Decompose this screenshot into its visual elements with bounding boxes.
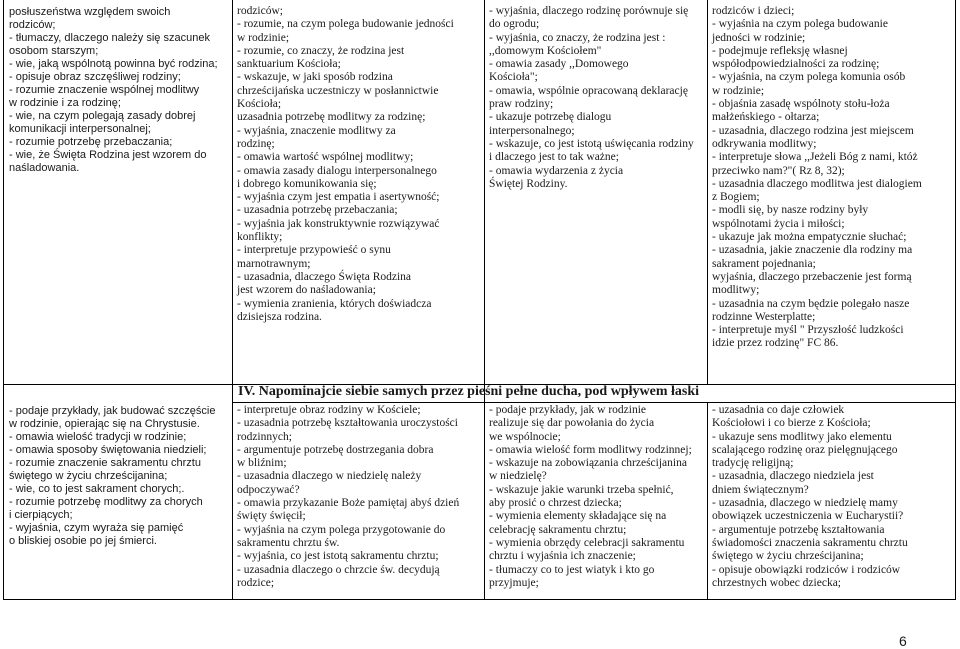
text-line: sakramentu chrztu św. bbox=[237, 536, 340, 549]
text-line: - wskazuje jakie warunki trzeba spełnić, bbox=[489, 483, 674, 496]
upper-col3-text bbox=[489, 5, 705, 191]
text-line: - wyjaśnia, czym wyraża się pamięć bbox=[9, 522, 184, 534]
text-line: Kościołowi i co bierze z Kościoła; bbox=[712, 417, 871, 430]
text-line: - wskazuje, w jaki sposób rodzina bbox=[237, 71, 393, 84]
lower-col4-text bbox=[712, 404, 954, 590]
text-line: - uzasadnia na czym będzie polegało nasze bbox=[712, 297, 910, 310]
text-line: - interpretuje słowa ,,Jeżeli Bóg z nami, któż bbox=[712, 151, 918, 164]
lower-col4-cell bbox=[712, 404, 954, 590]
section-title: IV. Napominajcie siebie samych przez pieśni pełne ducha, pod wpływem łaski bbox=[238, 384, 699, 399]
lower-col1-text bbox=[9, 405, 229, 548]
text-line: sakrament pojednania; bbox=[712, 257, 816, 270]
text-line: w niedzielę? bbox=[489, 470, 547, 483]
text-line: rodziców i dzieci; bbox=[712, 5, 795, 17]
text-line: - wyjaśnia, co znaczy, że rodzina jest : bbox=[489, 31, 666, 44]
upper-col4-text bbox=[712, 5, 954, 351]
text-line: - omawia sposoby świętowania niedzieli; bbox=[9, 444, 207, 456]
text-line: - opisuje obraz szczęśliwej rodziny; bbox=[9, 71, 181, 83]
text-line: - wie, że Święta Rodzina jest wzorem do bbox=[9, 149, 207, 161]
text-line: marnotrawnym; bbox=[237, 257, 311, 270]
text-line: - interpretuje przypowieść o synu bbox=[237, 244, 391, 257]
text-line: - tłumaczy co to jest wiatyk i kto go bbox=[489, 563, 655, 576]
text-line: - wie, jaką wspólnotą powinna być rodzina; bbox=[9, 58, 218, 70]
text-line: rodzinne Westerplatte; bbox=[712, 310, 816, 323]
column-divider-3-lower bbox=[707, 402, 708, 599]
text-line: - omawia zasady dialogu interpersonalnego bbox=[237, 164, 437, 177]
text-line: we wspólnocie; bbox=[489, 430, 561, 443]
text-line: - podejmuje refleksję własnej bbox=[712, 44, 848, 57]
text-line: - wyjaśnia jak konstruktywnie rozwiązywać bbox=[237, 217, 440, 230]
text-line: świętego w życiu chrześcijanina; bbox=[712, 550, 864, 563]
column-divider-2 bbox=[484, 0, 485, 599]
text-line: w bliźnim; bbox=[237, 457, 287, 470]
text-line: i cierpiących; bbox=[9, 509, 73, 521]
text-line: świadomości znaczenia sakramentu chrztu bbox=[712, 536, 908, 549]
text-line: - omawia wydarzenia z życia bbox=[489, 164, 624, 177]
text-line: Świętej Rodziny. bbox=[489, 177, 568, 190]
lower-col3-cell bbox=[489, 404, 705, 590]
text-line: - wyjaśnia na czym polega przygotowanie do bbox=[237, 523, 446, 536]
upper-col4-cell bbox=[712, 5, 954, 351]
upper-col2-cell bbox=[237, 5, 482, 324]
text-line: - argumentuje potrzebę dostrzegania dobra bbox=[237, 443, 434, 456]
text-line: Kościoła"; bbox=[489, 71, 538, 84]
text-line: o bliskiej osobie po jej śmierci. bbox=[9, 535, 157, 547]
lower-col2-text bbox=[237, 404, 482, 590]
text-line: w rodzinie; bbox=[712, 84, 765, 97]
text-line: chrześcijańska uczestniczy w posłannictwie bbox=[237, 84, 439, 97]
text-line: - argumentuje potrzebę kształtowania bbox=[712, 523, 885, 536]
text-line: z Bogiem; bbox=[712, 191, 760, 204]
text-line: święty święcił; bbox=[237, 510, 306, 523]
text-line: - wyjaśnia, co jest istotą sakramentu chrztu; bbox=[237, 550, 439, 563]
table-border-left bbox=[3, 0, 4, 599]
text-line: i dobrego komunikowania się; bbox=[237, 177, 377, 190]
text-line: - podaje przykłady, jak w rodzinie bbox=[489, 404, 647, 416]
text-line: - wie, co to jest sakrament chorych;. bbox=[9, 483, 185, 495]
text-line: - rozumie, na czym polega budowanie jedności bbox=[237, 18, 454, 31]
text-line: - wskazuje na zobowiązania chrześcijanina bbox=[489, 457, 687, 470]
text-line: - interpretuje obraz rodziny w Kościele; bbox=[237, 404, 421, 416]
text-line: - rozumie, co znaczy, że rodzina jest bbox=[237, 44, 405, 57]
text-line: - omawia przykazanie Boże pamiętaj abyś dzień bbox=[237, 497, 460, 510]
text-line: - interpretuje myśl " Przyszłość ludzkości bbox=[712, 324, 904, 337]
text-line: jest wzorem do naśladowania; bbox=[237, 284, 376, 297]
text-line: - tłumaczy, dlaczego należy się szacunek bbox=[9, 32, 210, 44]
upper-col1-text bbox=[9, 6, 229, 175]
text-line: w rodzinie; bbox=[237, 31, 290, 44]
text-line: realizuje się dar powołania do życia bbox=[489, 417, 655, 430]
text-line: posłuszeństwa względem swoich bbox=[9, 6, 171, 18]
text-line: idzie przez rodzinę" FC 86. bbox=[712, 337, 839, 350]
row-divider-section bbox=[232, 402, 956, 403]
text-line: ,,domowym Kościołem" bbox=[489, 44, 602, 57]
text-line: modlitwy; bbox=[712, 284, 760, 297]
text-line: wyjaśnia, dlaczego przebaczenie jest formą bbox=[712, 270, 912, 283]
text-line: - wymienia elementy składające się na bbox=[489, 510, 667, 523]
table-border-bottom bbox=[3, 599, 956, 600]
text-line: - rozumie znaczenie sakramentu chrztu bbox=[9, 457, 201, 469]
text-line: osobom starszym; bbox=[9, 45, 99, 57]
text-line: w rodzinie i za rodzinę; bbox=[9, 97, 121, 109]
text-line: dniem świątecznym? bbox=[712, 483, 809, 496]
text-line: i dlaczego jest to tak ważne; bbox=[489, 151, 619, 164]
text-line: aby prosić o chrzest dziecka; bbox=[489, 497, 622, 510]
lower-col1-cell bbox=[9, 405, 229, 548]
text-line: rodzice; bbox=[237, 576, 275, 589]
text-line: - omawia wielość tradycji w rodzinie; bbox=[9, 431, 187, 443]
text-line: scalającego rodzinę oraz pielęgnującego bbox=[712, 443, 898, 456]
text-line: tradycję religijną; bbox=[712, 457, 794, 470]
text-line: rodzinę; bbox=[237, 137, 275, 150]
upper-col3-cell bbox=[489, 5, 705, 191]
text-line: interpersonalnego; bbox=[489, 124, 575, 137]
text-line: rodziców; bbox=[9, 19, 56, 31]
text-line: rodziców; bbox=[237, 5, 283, 17]
text-line: - opisuje obowiązki rodziców i rodziców bbox=[712, 563, 901, 576]
text-line: chrztu i wyjaśnia ich znaczenie; bbox=[489, 550, 636, 563]
text-line: - wyjaśnia, na czym polega komunia osób bbox=[712, 71, 906, 84]
text-line: - wyjaśnia czym jest empatia i asertywność; bbox=[237, 191, 440, 204]
text-line: - omawia, wspólnie opracowaną deklarację bbox=[489, 84, 688, 97]
text-line: - modli się, by nasze rodziny były bbox=[712, 204, 869, 217]
text-line: - wyjaśnia, dlaczego rodzinę porównuje się bbox=[489, 5, 689, 17]
text-line: w rodzinie, opierając się na Chrystusie. bbox=[9, 418, 200, 430]
text-line: - wymienia obrzędy celebracji sakramentu bbox=[489, 536, 685, 549]
column-divider-1 bbox=[232, 0, 233, 599]
text-line: rodzinnych; bbox=[237, 430, 292, 443]
text-line: - ukazuje sens modlitwy jako elementu bbox=[712, 430, 892, 443]
text-line: współodpowiedzialności za rodzinę; bbox=[712, 58, 880, 71]
text-line: - uzasadnia dlaczego w niedzielę należy bbox=[237, 470, 422, 483]
text-line: - ukazuje jak można empatycznie słuchać; bbox=[712, 231, 907, 244]
text-line: - podaje przykłady, jak budować szczęście bbox=[9, 405, 216, 417]
column-divider-3 bbox=[707, 0, 708, 384]
page-number: 6 bbox=[899, 633, 907, 649]
text-line: chrzestnych wobec dziecka; bbox=[712, 576, 841, 589]
lower-col2-cell bbox=[237, 404, 482, 590]
text-line: - uzasadnia, dlaczego rodzina jest miejscem bbox=[712, 124, 914, 137]
text-line: - wyjaśnia, znaczenie modlitwy za bbox=[237, 124, 396, 137]
text-line: - uzasadnia, dlaczego niedziela jest bbox=[712, 470, 874, 483]
text-line: - omawia zasady ,,Domowego bbox=[489, 58, 629, 71]
text-line: - uzasadnia, jakie znaczenie dla rodziny ma bbox=[712, 244, 913, 257]
text-line: - wymienia zranienia, których doświadcza bbox=[237, 297, 432, 310]
text-line: - uzasadnia potrzebę przebaczania; bbox=[237, 204, 398, 217]
text-line: - uzasadnia dlaczego modlitwa jest dialogiem bbox=[712, 177, 922, 190]
text-line: sanktuarium Kościoła; bbox=[237, 58, 341, 71]
text-line: wspólnotami życia i miłości; bbox=[712, 217, 845, 230]
text-line: konflikty; bbox=[237, 231, 283, 244]
text-line: przyjmuje; bbox=[489, 576, 539, 589]
text-line: uzasadnia potrzebę modlitwy za rodzinę; bbox=[237, 111, 426, 124]
text-line: - uzasadnia, dlaczego Święta Rodzina bbox=[237, 270, 412, 283]
text-line: odkrywania modlitwy; bbox=[712, 137, 817, 150]
text-line: odpoczywać? bbox=[237, 483, 300, 496]
text-line: - objaśnia zasadę wspólnoty stołu-łoża bbox=[712, 98, 890, 111]
text-line: - omawia wielość form modlitwy rodzinnej; bbox=[489, 443, 692, 456]
table-border-right bbox=[955, 0, 956, 599]
text-line: - ukazuje potrzebę dialogu bbox=[489, 111, 612, 124]
text-line: naśladowania. bbox=[9, 162, 80, 174]
text-line: - uzasadnia dlaczego o chrzcie św. decydują bbox=[237, 563, 440, 576]
lower-col3-text bbox=[489, 404, 705, 590]
text-line: Kościoła; bbox=[237, 98, 282, 111]
text-line: przeciwko nam?"( Rz 8, 32); bbox=[712, 164, 845, 177]
text-line: do ogrodu; bbox=[489, 18, 540, 31]
upper-col1-cell bbox=[9, 6, 229, 175]
text-line: obowiązek uczestniczenia w Eucharystii? bbox=[712, 510, 904, 523]
text-line: małżeńskiego - ołtarza; bbox=[712, 111, 820, 124]
upper-col2-text bbox=[237, 5, 482, 324]
text-line: - rozumie potrzebę modlitwy za chorych bbox=[9, 496, 203, 508]
text-line: - rozumie potrzebę przebaczania; bbox=[9, 136, 173, 148]
text-line: świętego w życiu chrześcijanina; bbox=[9, 470, 168, 482]
text-line: - rozumie znaczenie wspólnej modlitwy bbox=[9, 84, 200, 96]
text-line: - uzasadnia potrzebę kształtowania uroczystości bbox=[237, 417, 458, 430]
text-line: - wyjaśnia na czym polega budowanie bbox=[712, 18, 888, 31]
text-line: - wie, na czym polegają zasady dobrej bbox=[9, 110, 196, 122]
text-line: - uzasadnia co daje człowiek bbox=[712, 404, 845, 416]
text-line: praw rodziny; bbox=[489, 98, 554, 111]
text-line: celebrację sakramentu chrztu; bbox=[489, 523, 627, 536]
text-line: jedności w rodzinie; bbox=[712, 31, 806, 44]
text-line: - wskazuje, co jest istotą uświęcania rodziny bbox=[489, 137, 694, 150]
text-line: komunikacji interpersonalnej; bbox=[9, 123, 151, 135]
text-line: - omawia wartość wspólnej modlitwy; bbox=[237, 151, 414, 164]
text-line: - uzasadnia, dlaczego w niedzielę mamy bbox=[712, 497, 898, 510]
text-line: dzisiejsza rodzina. bbox=[237, 310, 322, 323]
